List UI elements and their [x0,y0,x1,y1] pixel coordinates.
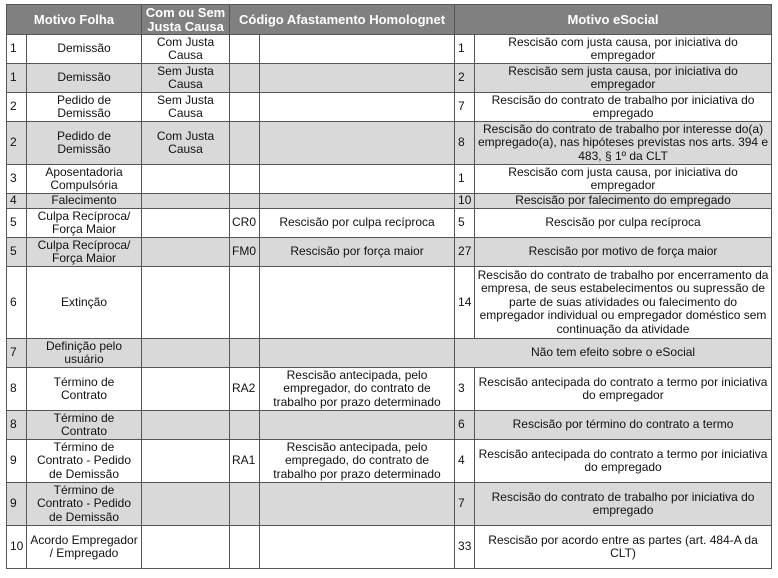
table-row [7,35,772,64]
cell-motivo-number: 8 [7,411,27,440]
cell-esocial-number: 14 [455,267,475,339]
cell-codigo [230,93,260,122]
cell-justa-causa [142,209,230,238]
cell-esocial-desc: Rescisão sem justa causa, por iniciativa do empregador [475,64,772,93]
cell-esocial-desc: Rescisão do contrato de trabalho por iniciativa do empregado [475,483,772,526]
cell-esocial-number: 4 [455,440,475,483]
termination-reasons-table [6,4,772,569]
cell-motivo-folha: Falecimento [27,194,142,209]
cell-codigo [230,411,260,440]
table-row [7,267,772,339]
header-codigo-afastamento: Código Afastamento Homolognet [230,5,455,35]
cell-codigo: FM0 [230,238,260,267]
cell-codigo [230,267,260,339]
cell-codigo-desc [260,411,455,440]
cell-motivo-number: 5 [7,209,27,238]
header-com-sem-justa-causa: Com ou Sem Justa Causa [142,5,230,35]
table-row [7,483,772,526]
cell-motivo-folha: Pedido de Demissão [27,93,142,122]
cell-codigo [230,483,260,526]
document-page [6,4,772,569]
cell-esocial-number: 2 [455,64,475,93]
table-row [7,93,772,122]
table-row [7,238,772,267]
table-row [7,339,772,368]
cell-motivo-folha: Demissão [27,35,142,64]
cell-motivo-folha: Término de Contrato [27,411,142,440]
cell-codigo-desc [260,483,455,526]
cell-motivo-number: 10 [7,526,27,569]
cell-codigo: RA2 [230,368,260,411]
cell-justa-causa: Sem Justa Causa [142,64,230,93]
cell-esocial-desc: Não tem efeito sobre o eSocial [455,339,772,368]
cell-justa-causa [142,411,230,440]
cell-esocial-desc: Rescisão do contrato de trabalho por interesse do(a) empregado(a), nas hipóteses previstas nos arts. 394 e 483, § 1º da CLT [475,122,772,165]
cell-codigo [230,64,260,93]
cell-codigo-desc: Rescisão por culpa recíproca [260,209,455,238]
cell-esocial-desc: Rescisão com justa causa, por iniciativa do empregador [475,35,772,64]
cell-codigo-desc [260,93,455,122]
cell-codigo-desc: Rescisão por força maior [260,238,455,267]
cell-esocial-desc: Rescisão por acordo entre as partes (art. 484-A da CLT) [475,526,772,569]
cell-motivo-number: 4 [7,194,27,209]
cell-motivo-number: 8 [7,368,27,411]
cell-justa-causa [142,368,230,411]
cell-codigo-desc [260,526,455,569]
cell-codigo-desc [260,267,455,339]
cell-motivo-folha: Acordo Empregador / Empregado [27,526,142,569]
cell-esocial-number: 33 [455,526,475,569]
cell-motivo-folha: Término de Contrato - Pedido de Demissão [27,440,142,483]
header-motivo-folha: Motivo Folha [7,5,142,35]
cell-motivo-number: 2 [7,122,27,165]
cell-esocial-number: 3 [455,368,475,411]
cell-justa-causa [142,165,230,194]
table-row [7,194,772,209]
cell-esocial-desc: Rescisão por culpa recíproca [475,209,772,238]
cell-motivo-number: 1 [7,64,27,93]
cell-codigo-desc [260,35,455,64]
cell-codigo-desc [260,122,455,165]
cell-motivo-folha: Término de Contrato [27,368,142,411]
cell-justa-causa [142,440,230,483]
cell-justa-causa [142,483,230,526]
cell-esocial-desc: Rescisão antecipada do contrato a termo por iniciativa do empregado [475,440,772,483]
cell-esocial-desc: Rescisão por motivo de força maior [475,238,772,267]
cell-motivo-folha: Demissão [27,64,142,93]
cell-justa-causa: Com Justa Causa [142,35,230,64]
cell-motivo-folha: Aposentadoria Compulsória [27,165,142,194]
cell-justa-causa: Com Justa Causa [142,122,230,165]
table-row [7,440,772,483]
cell-codigo-desc [260,165,455,194]
cell-justa-causa [142,194,230,209]
header-row [7,5,772,35]
cell-motivo-folha: Definição pelo usuário [27,339,142,368]
cell-motivo-number: 7 [7,339,27,368]
cell-esocial-number: 7 [455,483,475,526]
cell-motivo-folha: Extinção [27,267,142,339]
table-row [7,526,772,569]
cell-esocial-desc: Rescisão do contrato de trabalho por iniciativa do empregado [475,93,772,122]
cell-justa-causa: Sem Justa Causa [142,93,230,122]
cell-justa-causa [142,238,230,267]
cell-motivo-folha: Término de Contrato - Pedido de Demissão [27,483,142,526]
cell-motivo-number: 3 [7,165,27,194]
cell-codigo-desc: Rescisão antecipada, pelo empregador, do contrato de trabalho por prazo determinado [260,368,455,411]
cell-esocial-desc: Rescisão antecipada do contrato a termo por iniciativa do empregador [475,368,772,411]
cell-motivo-folha: Pedido de Demissão [27,122,142,165]
table-row [7,64,772,93]
cell-esocial-number: 1 [455,35,475,64]
cell-esocial-desc: Rescisão do contrato de trabalho por encerramento da empresa, de seus estabelecimentos ou supressão de parte de suas atividades ou falecimento do empregador individual ou empregador doméstico sem continuação da atividade [475,267,772,339]
cell-esocial-number: 10 [455,194,475,209]
cell-codigo [230,339,260,368]
table-row [7,411,772,440]
cell-codigo [230,122,260,165]
cell-motivo-number: 6 [7,267,27,339]
header-motivo-esocial: Motivo eSocial [455,5,772,35]
table-row [7,209,772,238]
table-row [7,165,772,194]
table-row [7,122,772,165]
cell-codigo [230,194,260,209]
cell-codigo-desc: Rescisão antecipada, pelo empregado, do contrato de trabalho por prazo determinado [260,440,455,483]
cell-esocial-number: 5 [455,209,475,238]
cell-esocial-desc: Rescisão por falecimento do empregado [475,194,772,209]
cell-motivo-number: 1 [7,35,27,64]
table-row [7,368,772,411]
cell-esocial-number: 7 [455,93,475,122]
cell-motivo-number: 2 [7,93,27,122]
cell-codigo-desc [260,64,455,93]
cell-codigo: RA1 [230,440,260,483]
cell-esocial-number: 8 [455,122,475,165]
cell-motivo-folha: Culpa Recíproca/ Força Maior [27,238,142,267]
cell-esocial-number: 1 [455,165,475,194]
cell-justa-causa [142,267,230,339]
cell-codigo-desc [260,339,455,368]
cell-codigo-desc [260,194,455,209]
cell-motivo-number: 5 [7,238,27,267]
cell-motivo-number: 9 [7,440,27,483]
cell-motivo-number: 9 [7,483,27,526]
cell-codigo [230,165,260,194]
cell-codigo [230,526,260,569]
cell-esocial-desc: Rescisão com justa causa, por iniciativa do empregador [475,165,772,194]
cell-esocial-desc: Rescisão por término do contrato a termo [475,411,772,440]
cell-justa-causa [142,339,230,368]
cell-justa-causa [142,526,230,569]
cell-esocial-number: 27 [455,238,475,267]
cell-esocial-number: 6 [455,411,475,440]
cell-motivo-folha: Culpa Recíproca/ Força Maior [27,209,142,238]
cell-codigo: CR0 [230,209,260,238]
cell-codigo [230,35,260,64]
